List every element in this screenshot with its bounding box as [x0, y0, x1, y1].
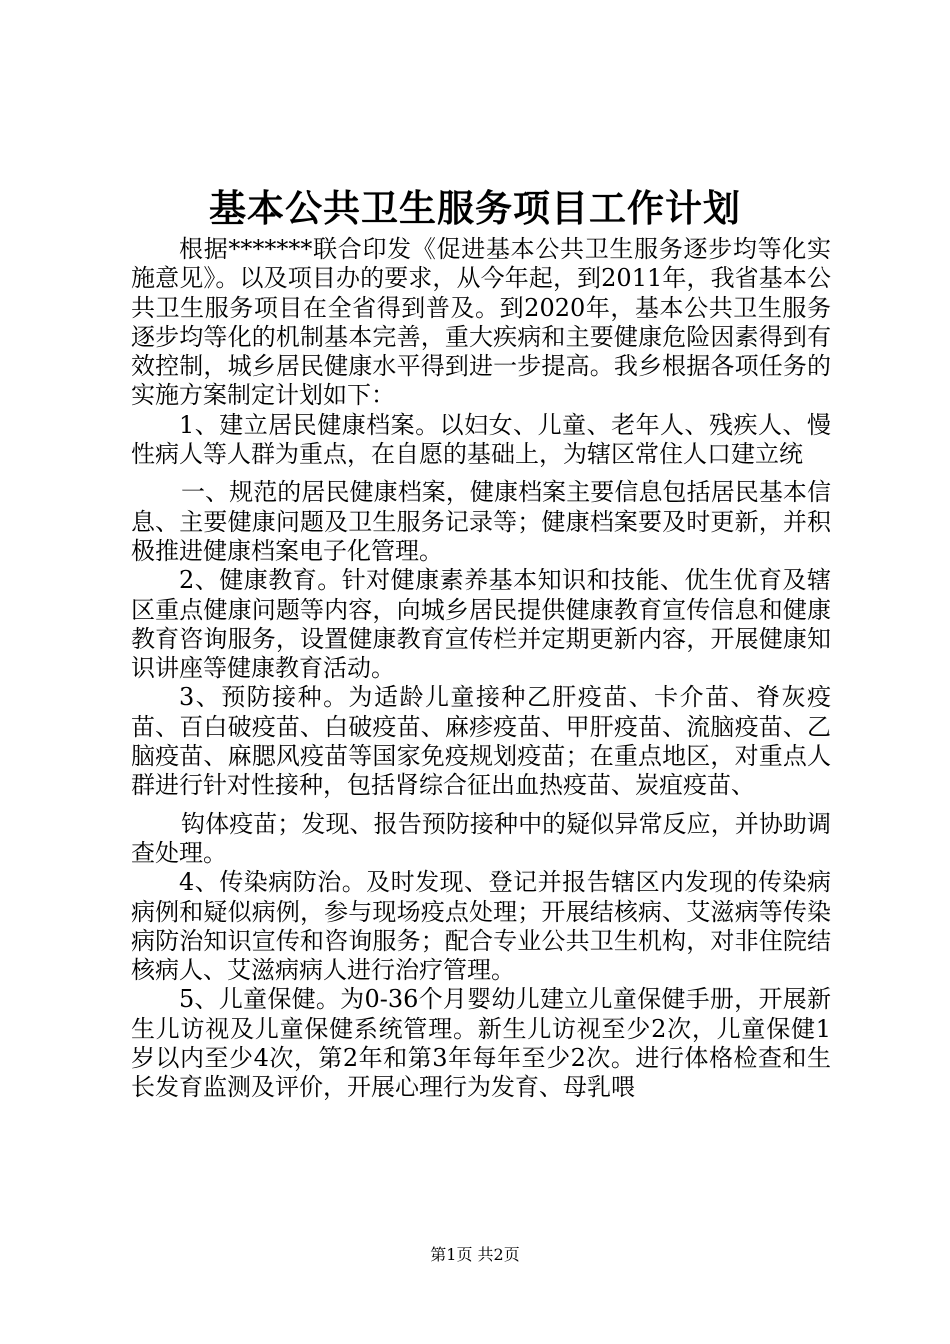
paragraph-item-1-continued: 一、规范的居民健康档案，健康档案主要信息包括居民基本信息、主要健康问题及卫生服务记录等；健康档案要及时更新，并积极推进健康档案电子化管理。 [131, 478, 831, 565]
paragraph-intro: 根据*******联合印发《促进基本公共卫生服务逐步均等化实施意见》。以及项目办的要求，从今年起，到2011年，我省基本公共卫生服务项目在全省得到普及。到2020年，基本公共卫生服务逐步均等化的机制基本完善，重大疾病和主要健康危险因素得到有效控制，城乡居民健康水平得到进一步提高。我乡根据各项任务的实施方案制定计划如下： [131, 235, 831, 410]
paragraph-item-1: 1、建立居民健康档案。以妇女、儿童、老年人、残疾人、慢性病人等人群为重点，在自愿的基础上，为辖区常住人口建立统 [131, 410, 831, 469]
paragraph-item-3: 3、预防接种。为适龄儿童接种乙肝疫苗、卡介苗、脊灰疫苗、百白破疫苗、白破疫苗、麻疹疫苗、甲肝疫苗、流脑疫苗、乙脑疫苗、麻腮风疫苗等国家免疫规划疫苗；在重点地区，对重点人群进行针对性接种，包括肾综合征出血热疫苗、炭疽疫苗、 [131, 683, 831, 800]
paragraph-item-2: 2、健康教育。针对健康素养基本知识和技能、优生优育及辖区重点健康问题等内容，向城乡居民提供健康教育宣传信息和健康教育咨询服务，设置健康教育宣传栏并定期更新内容，开展健康知识讲座等健康教育活动。 [131, 566, 831, 683]
paragraph-item-5: 5、儿童保健。为0-36个月婴幼儿建立儿童保健手册，开展新生儿访视及儿童保健系统管理。新生儿访视至少2次，儿童保健1岁以内至少4次，第2年和第3年每年至少2次。进行体格检查和生长发育监测及评价，开展心理行为发育、母乳喂 [131, 985, 831, 1102]
paragraph-item-3-continued: 钩体疫苗；发现、报告预防接种中的疑似异常反应，并协助调查处理。 [131, 809, 831, 867]
document-title: 基本公共卫生服务项目工作计划 [209, 186, 741, 230]
page-footer: 第1页 共2页 [430, 1245, 520, 1264]
document-body [131, 235, 831, 1103]
paragraph-item-4: 4、传染病防治。及时发现、登记并报告辖区内发现的传染病病例和疑似病例，参与现场疫点处理；开展结核病、艾滋病等传染病防治知识宣传和咨询服务；配合专业公共卫生机构，对非住院结核病人、艾滋病病人进行治疗管理。 [131, 868, 831, 985]
